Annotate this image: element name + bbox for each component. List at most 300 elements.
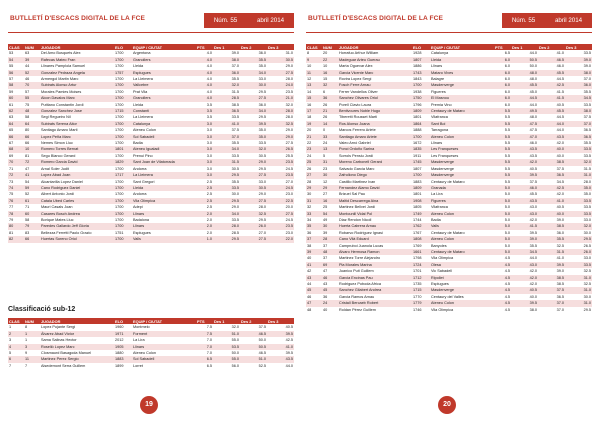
issue-box [204,13,294,28]
table-cell: 3 [24,344,40,350]
table-cell: 71 [8,166,24,172]
table-cell: 40 [306,255,322,261]
table-cell: Llinars [132,223,196,229]
table-cell: 17 [306,108,322,114]
table-cell: 27 [322,191,338,197]
table-cell: 4.5 [494,300,511,306]
table-cell: Alsedemont Serra Guillem [40,363,114,369]
table-cell: Vallcebre [132,82,196,88]
table-cell: Lleida [430,57,494,63]
table-cell: Puttiano Constantin Jordi [40,102,114,108]
table-cell: 29.5 [213,236,240,242]
table-cell: 36 [322,95,338,101]
table-cell: 35 [306,223,322,229]
table-cell: Granollers [132,95,196,101]
table-cell: Les Franqueses [430,146,494,152]
table-cell: 32.0 [213,324,240,330]
table-cell: 65 [8,127,24,133]
table-cell: Montmelo [132,324,196,330]
table-cell: 72 [24,159,40,165]
table-cell: 4.0 [196,95,213,101]
table-cell: 5 [322,153,338,159]
table-cell: 1801 [412,191,430,197]
issue-date: abril 2014 [256,17,285,24]
table-cell: 40.5 [538,204,565,210]
table-cell: 1661 [412,249,430,255]
table-cell: 29.5 [240,114,267,120]
table-cell: Cano Rodriguez Daniel [40,185,114,191]
table-cell: 32 [322,82,338,88]
table-cell: 37.0 [538,307,565,313]
table-cell: 28.0 [267,76,294,82]
table-cell: 39.5 [511,230,538,236]
column-header: JUGADOR [40,318,114,324]
table-cell: 70 [24,82,40,88]
table-cell: 36.0 [213,70,240,76]
table-cell: Tiberetti Rousset Marti [338,114,412,120]
table-cell: 5.0 [494,223,511,229]
table-cell: Ros Alonso Joana [338,121,412,127]
table-cell: 48.0 [511,114,538,120]
table-cell: Romero Torres Bernat [40,146,114,152]
table-cell: 35.0 [240,63,267,69]
table-cell: 4.0 [196,89,213,95]
table-cell: 37.0 [565,121,592,127]
table-cell: 34.5 [538,179,565,185]
table-cell: 39.0 [538,217,565,223]
table-cell: 40.5 [511,166,538,172]
table-cell: 46.0 [538,63,565,69]
table-cell: 5.0 [494,211,511,217]
table-cell: 40.0 [511,294,538,300]
table-cell: Pla Morales Marina [338,262,412,268]
column-header: JUGADOR [338,44,412,50]
table-cell: 38.0 [565,108,592,114]
table-cell: 1700 [114,166,132,172]
table-cell: 1749 [412,211,430,217]
table-cell: 5.0 [494,243,511,249]
table-cell: 28.5 [213,95,240,101]
table-cell: 29.0 [267,63,294,69]
table-cell: 81 [24,153,40,159]
table-cell: 39.5 [538,262,565,268]
table-cell: 42.0 [511,281,538,287]
table-cell: 1888 [412,127,430,133]
table-cell: Vilafranca [430,114,494,120]
table-cell: Armengol Martin Marc [40,76,114,82]
table-cell: 61 [8,102,24,108]
column-header: Des 1 [213,44,240,50]
table-cell: 44.0 [538,127,565,133]
table-cell: 1751 [114,230,132,236]
table-cell: 1779 [412,300,430,306]
table-cell: 1 [8,324,24,330]
table-cell: 14 [306,89,322,95]
table-cell: 39.5 [240,121,267,127]
table-cell: 64 [24,121,40,127]
table-cell: 1801 [412,114,430,120]
table-cell: Lleida [132,102,196,108]
table-cell: 31.0 [267,50,294,56]
table-cell: 2.0 [196,217,213,223]
table-cell: 39.5 [267,350,294,356]
table-cell: 10 [322,63,338,69]
table-cell: 5 [8,350,24,356]
table-cell: Llinars [132,344,196,350]
table-cell: 1700 [114,236,132,242]
bulletin-title: BUTLLETÍ D'ESCACS DIGITAL DE LA FCE [308,15,443,22]
table-cell: 39.0 [565,63,592,69]
table-cell: 38.0 [565,70,592,76]
table-cell: Cano Vilà Eduard [338,236,412,242]
table-cell: Segu Blanco Gerard [40,153,114,159]
table-cell: 6.5 [196,356,213,362]
table-cell: 29.5 [565,307,592,313]
table-cell: 10 [24,146,40,152]
right-page [306,0,592,424]
table-cell: 1886 [412,63,430,69]
table-cell: 5.0 [494,230,511,236]
table-cell: 40.0 [538,146,565,152]
table-cell: 34.0 [240,108,267,114]
table-cell: 21 [306,134,322,140]
column-header: NUM [322,44,338,50]
table-cell: 4.5 [494,255,511,261]
table-cell: Granada [430,185,494,191]
table-cell: 36.5 [565,134,592,140]
table-cell: 5.5 [494,140,511,146]
table-cell: 47 [306,300,322,306]
table-cell: 39.5 [511,300,538,306]
column-header: PTS [494,44,511,50]
table-cell: 1700 [114,179,132,185]
table-cell: 37.5 [240,324,267,330]
table-cell: 80 [24,127,40,133]
table-cell: Andorra [132,191,196,197]
table-cell: 37.0 [565,76,592,82]
table-cell: 1700 [114,89,132,95]
table-cell: 55 [24,95,40,101]
table-cell: 38.5 [538,275,565,281]
table-cell: 23.0 [267,230,294,236]
table-cell: Juanico Puit Guillem [338,268,412,274]
table-cell: 1762 [412,223,430,229]
table-cell: 33 [322,134,338,140]
table-cell: 1701 [412,268,430,274]
table-cell: 25.5 [267,153,294,159]
table-cell: 32.0 [565,159,592,165]
table-cell: 10 [306,63,322,69]
table-cell: 28.0 [240,204,267,210]
column-header: ELO [412,44,430,50]
table-cell: 48 [306,307,322,313]
table-cell: 41.0 [267,344,294,350]
table-cell: 27 [306,172,322,178]
table-cell: 33.0 [240,179,267,185]
table-cell: 3.0 [196,146,213,152]
table-cell: Catalunya [132,121,196,127]
table-cell: 26.0 [565,249,592,255]
table-cell: 78 [8,211,24,217]
table-cell: 7.5 [196,324,213,330]
table-cell: 54 [322,211,338,217]
table-cell: 75 [24,102,40,108]
table-cell: 1911 [412,153,430,159]
table-cell: 45.5 [538,70,565,76]
table-cell: 46 [322,275,338,281]
table-cell: 1883 [114,356,132,362]
table-cell: 46 [24,76,40,82]
table-cell: Porell Clavio Laura [338,102,412,108]
table-cell: 6.5 [494,50,511,56]
table-cell: 29.0 [240,191,267,197]
table-cell: 47.5 [511,127,538,133]
table-cell: 33.5 [565,102,592,108]
table-cell: Brizuel Sal Pau [338,191,412,197]
table-cell: 24 [306,153,322,159]
table-cell: 5.5 [494,108,511,114]
table-cell: 35.5 [565,140,592,146]
table-cell: 1757 [114,70,132,76]
table-cell: Ateneu Colon [132,127,196,133]
table-cell: 33.5 [565,146,592,152]
table-cell: 7.0 [196,344,213,350]
table-cell: 38.5 [538,223,565,229]
table-cell: 60 [8,95,24,101]
table-cell: 1700 [114,121,132,127]
table-cell: Castillo Martinez Ivan [338,179,412,185]
table-cell: Rafecas Mateo Fran [40,57,114,63]
table-cell: 36.5 [538,172,565,178]
column-header: Des 3 [267,318,294,324]
issue-box [502,13,592,28]
table-cell: 22.5 [267,198,294,204]
table-cell: 6 [322,89,338,95]
table-cell: 37 [322,243,338,249]
table-cell: Casares Bosch Andrea [40,211,114,217]
table-cell: 30.5 [267,57,294,63]
table-cell: 40.0 [538,211,565,217]
table-cell: Lleida [132,63,196,69]
left-page [8,0,294,424]
table-cell: 60 [24,211,40,217]
table-cell: 56.0 [213,363,240,369]
table-cell: 1700 [114,114,132,120]
table-cell: Centaury de Mataro [430,230,494,236]
table-cell: 41.0 [538,198,565,204]
table-cell: 22.0 [267,236,294,242]
table-cell: 0 [322,127,338,133]
table-cell: 39 [322,230,338,236]
table-cell: 34.5 [511,249,538,255]
table-cell: 46.5 [538,57,565,63]
table-cell: 40.0 [538,153,565,159]
table-cell: Vic Sabadell [430,268,494,274]
table-cell: 1770 [412,294,430,300]
table-cell: 45.5 [511,82,538,88]
table-cell: 1700 [114,127,132,133]
table-cell: 30.5 [240,153,267,159]
table-cell: 41 [306,262,322,268]
table-cell: 31.0 [565,287,592,293]
table-cell: 27.5 [240,172,267,178]
table-cell: 43 [322,281,338,287]
table-cell: 1908 [412,198,430,204]
table-cell: 9 [24,350,40,356]
table-cell: 51.0 [213,331,240,337]
table-cell: 30.5 [240,185,267,191]
table-cell: 37.5 [565,114,592,120]
table-cell: 38.5 [538,281,565,287]
table-cell: 29.5 [213,172,240,178]
table-cell: Sant Joan de Vilatorrada [132,159,196,165]
table-cell: 2.0 [196,223,213,229]
table-cell: Nemes Simon Lluc [40,140,114,146]
table-cell: Sant Boi [430,121,494,127]
table-cell: 1700 [412,82,430,88]
table-cell: 28.0 [267,114,294,120]
table-cell: 5.5 [494,153,511,159]
table-cell: 40.5 [511,287,538,293]
table-cell: 1715 [412,287,430,293]
table-cell: Segi Regueiro Nil [40,114,114,120]
sub12-ranking-table-continued [306,44,592,313]
table-cell: Sanchez Olivares Oriol [338,95,412,101]
table-cell: Valeo Arnó Gabriel [338,140,412,146]
table-cell: 70 [8,159,24,165]
table-cell: 52 [24,70,40,76]
table-cell: 39.5 [511,172,538,178]
table-cell: La Lleimera [132,172,196,178]
table-cell: 35.5 [213,140,240,146]
table-cell: Valls [430,223,494,229]
table-cell: Catala Ubed Carles [40,198,114,204]
table-cell: 6.0 [494,89,511,95]
table-cell: Bentivoures Noble Hugo [338,108,412,114]
table-cell: 26 [322,102,338,108]
table-cell: 1829 [114,159,132,165]
table-cell: 46 [306,294,322,300]
page-number: 20 [438,396,456,414]
table-cell: Esplugues [132,70,196,76]
table-cell: 1864 [412,121,430,127]
table-cell: Arnal Soler Judit [40,166,114,172]
table-cell: 3.0 [196,172,213,178]
table-cell: 2.0 [196,230,213,236]
table-cell: 23.5 [267,223,294,229]
table-cell: 1843 [412,76,430,82]
table-cell: Balagre [430,76,494,82]
table-cell: 5.5 [494,172,511,178]
table-cell: 32.0 [267,102,294,108]
table-cell: 6.0 [494,63,511,69]
table-cell: 24.5 [267,185,294,191]
table-cell: 34.0 [213,146,240,152]
table-cell: 43.0 [511,204,538,210]
table-cell: 49 [322,217,338,223]
table-cell: 4.0 [196,82,213,88]
table-cell: 58 [24,114,40,120]
table-cell: 66 [8,134,24,140]
table-cell: 35.0 [565,191,592,197]
column-header: CLAS [8,44,24,50]
table-cell: 4.5 [494,307,511,313]
table-cell: 36.5 [565,127,592,133]
table-cell: La Lira [430,191,494,197]
table-cell: Ateneu Igualadi [132,146,196,152]
table-cell: 41.0 [538,255,565,261]
table-cell: 26.5 [565,243,592,249]
table-cell: 33.0 [565,217,592,223]
table-cell: 6.0 [494,82,511,88]
table-cell: 27.5 [240,236,267,242]
table-cell: 41.0 [213,121,240,127]
table-cell: 43.5 [538,134,565,140]
table-cell: Vila Olimpica [430,255,494,261]
table-cell: 75 [8,191,24,197]
table-cell: 1700 [114,50,132,56]
table-cell: 5.5 [494,121,511,127]
table-cell: Ateneu Colon [132,350,196,356]
table-cell: 44.5 [538,76,565,82]
table-cell: 52 [24,191,40,197]
table-cell: 32.5 [267,121,294,127]
table-cell: 23.5 [267,172,294,178]
table-cell: 1700 [114,223,132,229]
table-cell: 33.5 [565,50,592,56]
table-cell: Rodriguez Poboda Africa [338,281,412,287]
table-cell: 31 [322,159,338,165]
table-cell: Marta Oguevar Alex [338,63,412,69]
table-cell: 32.5 [565,268,592,274]
table-cell: 6.0 [494,76,511,82]
column-header: Des 1 [511,44,538,50]
table-cell: 31.0 [565,172,592,178]
table-cell: 1700 [114,134,132,140]
table-cell: 82 [8,236,24,242]
table-cell: 27.5 [267,70,294,76]
table-cell: 48 [24,108,40,114]
table-cell: 48.0 [511,76,538,82]
table-cell: 1809 [412,185,430,191]
table-cell: 12 [322,179,338,185]
table-cell: 71 [24,204,40,210]
table-cell: 26 [306,166,322,172]
table-cell: 33.5 [565,198,592,204]
table-cell: 30.0 [240,82,267,88]
table-cell: 39 [24,57,40,63]
table-cell: Adepi [132,204,196,210]
table-cell: 27.0 [240,230,267,236]
table-cell: 36.0 [240,50,267,56]
table-cell: Alcantarilla Lopez Daniel [40,179,114,185]
table-cell: 49.5 [511,108,538,114]
table-cell: 81 [8,230,24,236]
table-cell: 19 [306,121,322,127]
table-cell: 50.0 [511,63,538,69]
table-cell: 30 [322,223,338,229]
table-cell: 1712 [412,275,430,281]
table-cell: 4.0 [196,70,213,76]
table-cell: 31.5 [213,89,240,95]
table-cell: 36 [322,294,338,300]
table-cell: Romero Garcia David [40,159,114,165]
table-cell: 29 [306,185,322,191]
table-cell: 40.5 [267,324,294,330]
table-cell: 44.0 [511,50,538,56]
table-cell: 79 [24,223,40,229]
table-cell: 66 [24,134,40,140]
